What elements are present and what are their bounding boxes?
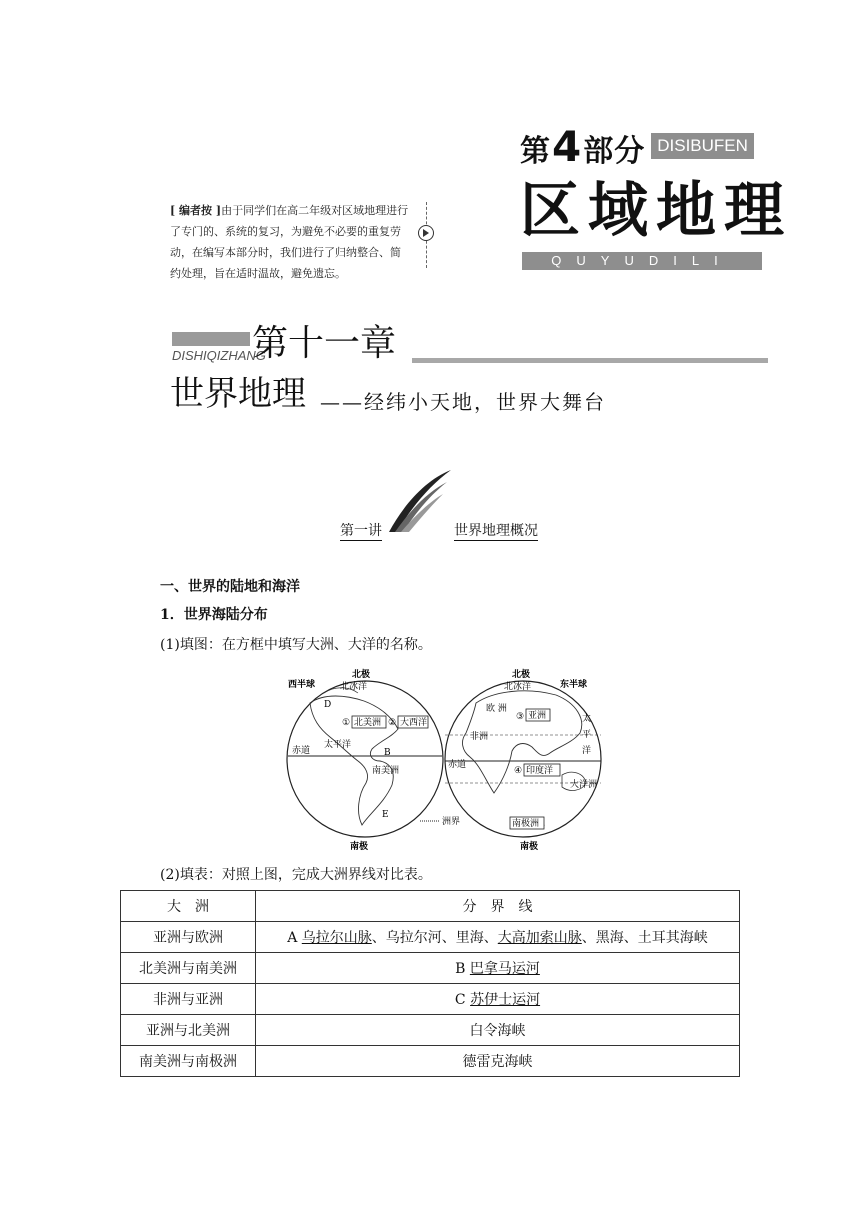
svg-text:大西洋: 大西洋: [400, 718, 428, 728]
svg-text:北冰洋: 北冰洋: [340, 682, 368, 692]
svg-text:北冰洋: 北冰洋: [504, 682, 532, 692]
lecture-number: 第一讲: [340, 520, 382, 541]
svg-text:北极: 北极: [512, 670, 531, 680]
chapter-grey-bar: [172, 332, 250, 346]
table-row: 亚洲与欧洲 A 乌拉尔山脉、乌拉尔河、里海、大高加索山脉、黑海、土耳其海峡: [121, 922, 740, 953]
svg-text:③: ③: [516, 712, 525, 722]
svg-text:太: 太: [582, 714, 592, 724]
svg-text:②: ②: [388, 718, 397, 728]
svg-text:东半球: 东半球: [560, 680, 588, 690]
header-continents: 大 洲: [121, 891, 256, 922]
east-hemisphere-globe: [445, 681, 601, 837]
svg-text:南美洲: 南美洲: [372, 766, 400, 776]
svg-text:印度洋: 印度洋: [526, 766, 554, 776]
part-banner: [520, 121, 754, 171]
svg-text:北美洲: 北美洲: [354, 718, 382, 728]
part-label: 第4部分: [520, 121, 646, 171]
svg-text:非洲: 非洲: [470, 732, 489, 742]
chapter-subtitle: 世界地理: [170, 374, 306, 414]
svg-text:南极: 南极: [350, 842, 369, 852]
svg-text:洲界: 洲界: [442, 817, 461, 827]
play-icon: [418, 225, 434, 241]
svg-text:大洋洲: 大洋洲: [570, 780, 598, 790]
instruction-fill-table: (2)填表：对照上图，完成大洲界线对比表。: [160, 867, 432, 883]
svg-text:南极洲: 南极洲: [512, 819, 540, 829]
chapter-rule: [412, 358, 768, 363]
svg-text:太平洋: 太平洋: [324, 740, 352, 750]
table-header-row: [121, 891, 740, 922]
continent-boundary-table: [120, 890, 740, 1077]
svg-text:南极: 南极: [520, 842, 539, 852]
section-heading: 一、世界的陆地和海洋: [160, 579, 300, 595]
world-hemisphere-map: [280, 663, 610, 855]
svg-text:北极: 北极: [352, 670, 371, 680]
lecture-title: 世界地理概况: [454, 520, 538, 541]
chapter-pinyin: DISHIQIZHANG: [172, 348, 266, 363]
editor-note-text: 由于同学们在高二年级对区域地理进行了专门的、系统的复习，为避免不必要的重复劳动，在编写本部分时，我们进行了归纳整合、简约处理，旨在适时温故，避免遗忘。: [170, 204, 409, 280]
table-row: 南美洲与南极洲 德雷克海峡: [121, 1046, 740, 1077]
svg-text:西半球: 西半球: [288, 680, 316, 690]
table-row: 北美洲与南美洲 B 巴拿马运河: [121, 953, 740, 984]
instruction-fill-map: (1)填图：在方框中填写大洲、大洋的名称。: [160, 637, 432, 653]
part-pinyin: DISIBUFEN: [651, 133, 754, 159]
svg-text:洋: 洋: [582, 746, 592, 756]
part-title-pinyin: QUYUDILI: [522, 252, 762, 270]
subsection-heading: 1．世界海陆分布: [160, 607, 268, 623]
svg-text:B: B: [384, 748, 391, 758]
chapter-title: 第十一章: [252, 323, 397, 364]
chapter-slogan: ——经纬小天地，世界大舞台: [320, 390, 606, 414]
svg-text:D: D: [324, 700, 332, 710]
swoosh-icon: [385, 466, 455, 536]
svg-text:E: E: [382, 810, 389, 820]
svg-text:欧 洲: 欧 洲: [486, 704, 507, 714]
svg-text:①: ①: [342, 718, 351, 728]
svg-text:赤道: 赤道: [292, 746, 311, 756]
svg-text:④: ④: [514, 766, 523, 776]
svg-text:平: 平: [582, 730, 592, 740]
svg-text:赤道: 赤道: [448, 760, 467, 770]
header-boundary: 分 界 线: [256, 891, 740, 922]
table-row: 亚洲与北美洲 白令海峡: [121, 1015, 740, 1046]
table-row: 非洲与亚洲 C 苏伊士运河: [121, 984, 740, 1015]
part-title: 区域地理: [520, 176, 792, 246]
editor-note: [170, 200, 410, 284]
editor-note-tag: [ 编者按 ]: [170, 204, 222, 217]
svg-text:亚洲: 亚洲: [528, 711, 547, 721]
